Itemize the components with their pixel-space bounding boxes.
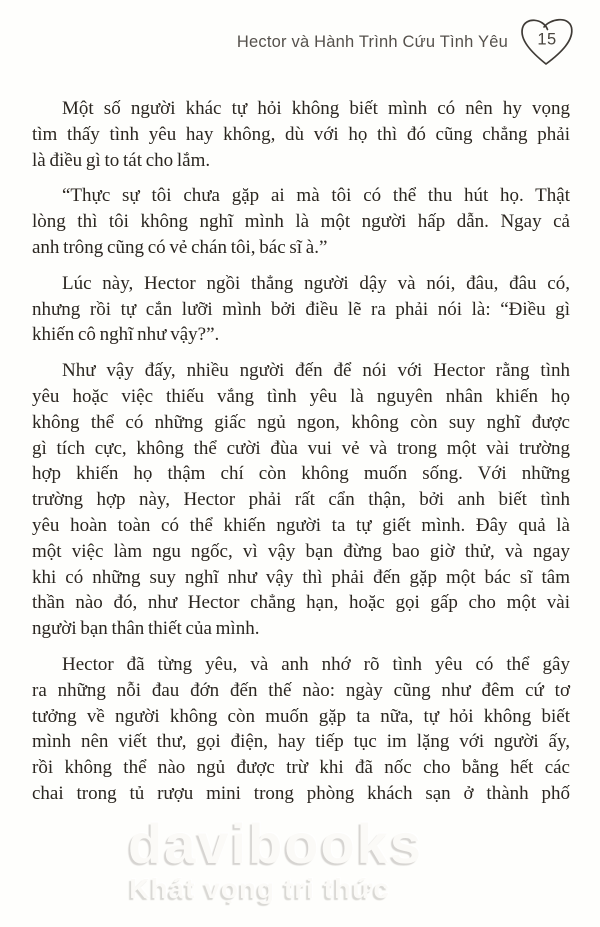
paragraph bbox=[32, 183, 570, 260]
paragraph-line: thần nào đó, như Hector chẳng hạn, hoặc gọi gấp cho một vài bbox=[32, 592, 570, 614]
paragraph bbox=[32, 96, 570, 173]
paragraph-line: nhưng rồi tự cắn lưỡi mình bởi điều lẽ ra phải nói là: “Điều gì bbox=[32, 298, 570, 320]
paragraph-line: Như vậy đấy, nhiều người đến để nói với Hector rằng tình bbox=[62, 360, 570, 382]
paragraph-line: yêu hoàn toàn có thể khiến người ta tự giết mình. Đây quả là bbox=[32, 514, 570, 536]
watermark bbox=[128, 812, 423, 905]
page-header bbox=[237, 16, 576, 70]
paragraph-line: “Thực sự tôi chưa gặp ai mà tôi có thể thu hút họ. Thật bbox=[62, 185, 570, 207]
watermark-slogan: Khát vọng tri thức bbox=[129, 873, 390, 904]
paragraph bbox=[32, 652, 570, 807]
page-number: 15 bbox=[537, 30, 557, 49]
paragraph-line: khi có những suy nghĩ như vậy thì phải đến gặp một bác sĩ tâm bbox=[32, 566, 570, 588]
page-body bbox=[32, 96, 570, 807]
paragraph-line: tưởng về người không còn muốn gặp ta nữa, tự hỏi không biết bbox=[32, 705, 570, 727]
paragraph-line: ra những nỗi đau đớn đến thế nào: ngày cũng như đêm cứ tơ bbox=[32, 679, 570, 701]
paragraph-line: yêu hoặc việc thiếu vắng tình yêu là nguyên nhân khiến họ bbox=[32, 385, 570, 407]
paragraph-line: người bạn thân thiết của mình. bbox=[32, 618, 260, 640]
page-number-badge bbox=[518, 16, 576, 70]
paragraph-line: khiến cô nghĩ như vậy?”. bbox=[32, 324, 220, 346]
paragraph-line: rồi không thể nào ngủ được trừ khi đã nốc cho bằng hết các bbox=[32, 757, 570, 779]
paragraph bbox=[32, 358, 570, 642]
paragraph-line: gì tích cực, không thể cười đùa vui vẻ và trong một vài trường bbox=[32, 437, 570, 459]
paragraph-line: Lúc này, Hector ngồi thẳng người dậy và nói, đâu, đâu có, bbox=[62, 272, 570, 294]
book-title: Hector và Hành Trình Cứu Tình Yêu bbox=[236, 32, 508, 51]
paragraph-line: Hector đã từng yêu, và anh nhớ rõ tình yêu có thể gây bbox=[62, 653, 570, 675]
paragraph-line: tìm thấy tình yêu hay không, dù với họ thì đó cũng chẳng phải bbox=[32, 123, 570, 145]
paragraph-line: anh trông cũng có vẻ chán tôi, bác sĩ à.” bbox=[32, 236, 328, 258]
paragraph-line: chai trong tủ rượu mini trong phòng khách sạn ở thành phố bbox=[32, 782, 570, 804]
paragraph-line: không thể có những giấc ngủ ngon, không còn suy nghĩ được bbox=[32, 411, 570, 433]
paragraph-line: lòng thì tôi không nghĩ mình là một người hấp dẫn. Ngay cả bbox=[32, 211, 570, 233]
paragraph-line: trường hợp này, Hector phải rất cẩn thận, bởi anh biết tình bbox=[32, 489, 570, 511]
paragraph-line: một việc làm ngu ngốc, vì vậy bạn đừng bao giờ thử, và ngay bbox=[32, 540, 570, 562]
paragraph-line: hợp khiến họ thậm chí còn không muốn sống. Với những bbox=[32, 463, 570, 485]
paragraph-line: Một số người khác tự hỏi không biết mình có nên hy vọng bbox=[62, 98, 570, 119]
paragraph-line: là điều gì to tát cho lắm. bbox=[32, 149, 211, 171]
watermark-brand: davibooks bbox=[128, 812, 423, 875]
paragraph-line: mình nên viết thư, gọi điện, hay tiếp tục im lặng với người ấy, bbox=[32, 731, 570, 753]
paragraph bbox=[32, 271, 570, 348]
